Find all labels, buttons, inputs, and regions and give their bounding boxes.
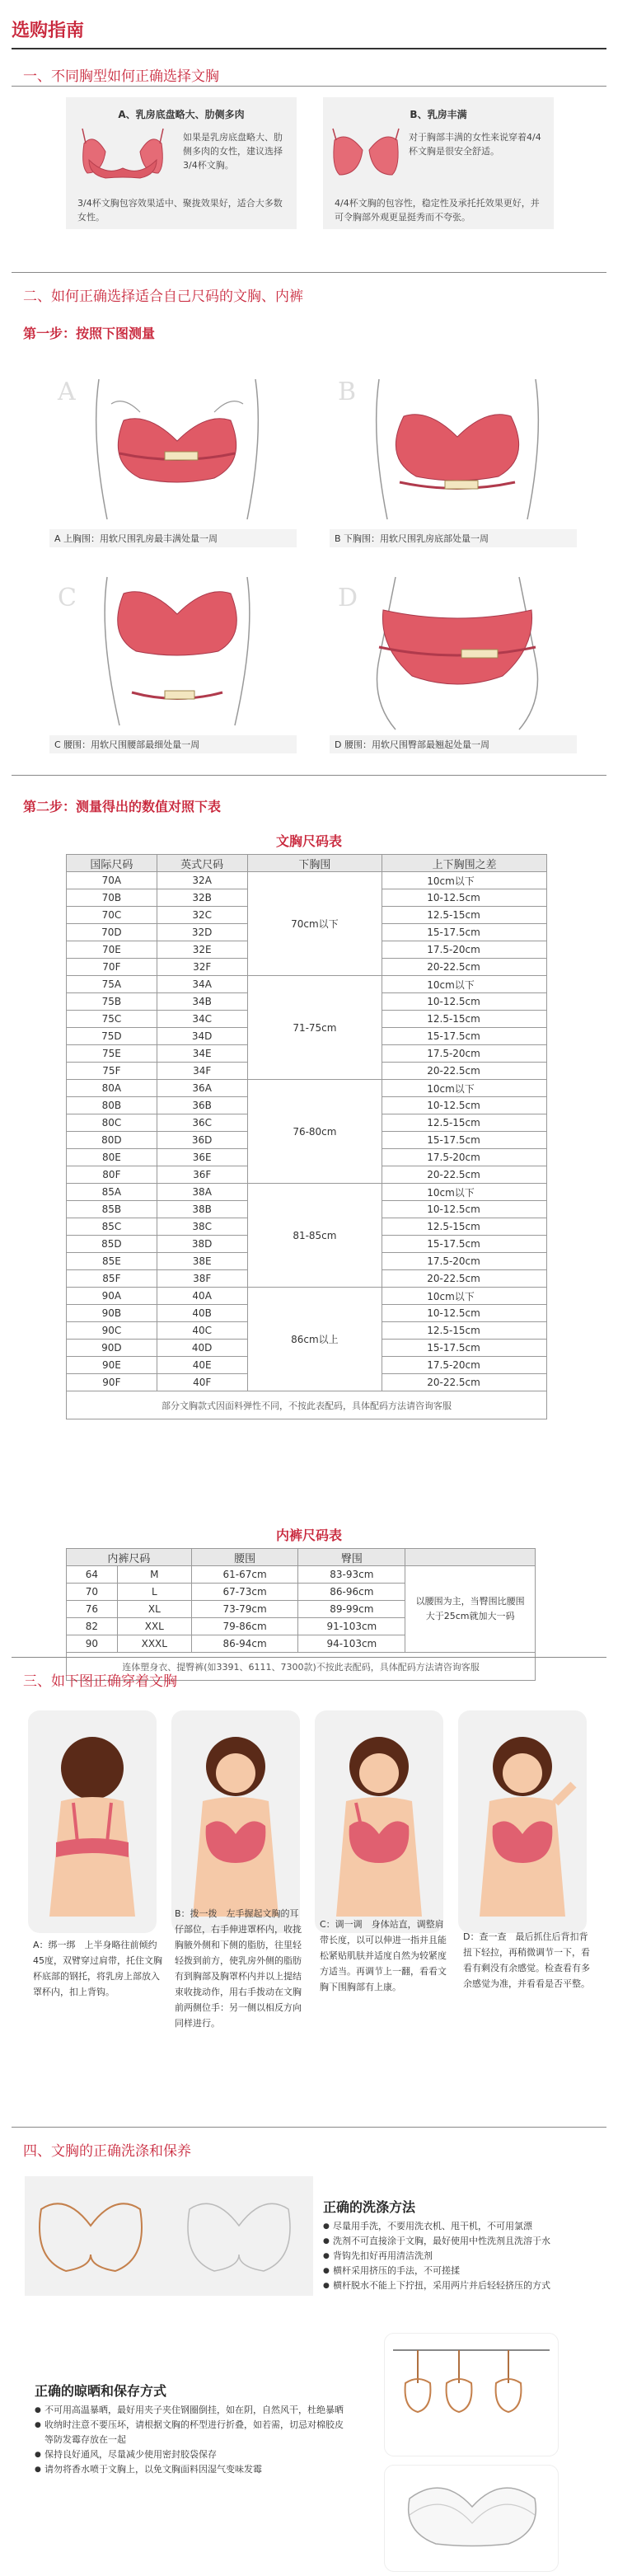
uk-size-cell: 36B (157, 1097, 247, 1114)
panty-numeric-size-cell: 90 (67, 1635, 118, 1653)
letter-a: A (58, 378, 76, 406)
intl-size-cell: 85F (67, 1270, 157, 1288)
hip-cell: 83-93cm (298, 1566, 405, 1584)
uk-size-cell: 32E (157, 941, 247, 959)
uk-size-cell: 32C (157, 907, 247, 924)
bust-difference-cell: 15-17.5cm (382, 1340, 547, 1357)
bust-difference-cell: 17.5-20cm (382, 1045, 547, 1063)
bra-table-body (67, 872, 547, 1391)
dry-store-item: ● 不可用高温暴晒，最好用夹子夹住钢圈倒挂，如在阴，自然风干，杜绝暴晒 (35, 2403, 348, 2418)
panty-numeric-size-cell: 76 (67, 1601, 118, 1618)
bra-table-row (67, 1288, 547, 1305)
under-bust-cell: 76-80cm (247, 1080, 382, 1184)
uk-size-cell: 38A (157, 1184, 247, 1201)
letter-b: B (338, 378, 357, 406)
header-uk-size: 英式尺码 (157, 855, 247, 872)
intl-size-cell: 70C (67, 907, 157, 924)
panty-side-note: 以腰围为主，当臀围比腰围大于25cm就加大一码 (405, 1566, 536, 1653)
bust-difference-cell: 10cm以下 (382, 1288, 547, 1305)
wash-method-item: ● 背钩先扣好再用清洁洗剂 (323, 2249, 607, 2264)
wash-method-item: ● 尽量用手洗，不要用洗衣机、甩干机，不可用氯漂 (323, 2219, 607, 2234)
measure-illustration-c (41, 569, 313, 758)
card-b-bottom-text: 4/4杯文胸的包容性，稳定性及承托托效果更好，并可令胸部外观更显挺秀而不夸张。 (335, 198, 540, 223)
bust-difference-cell: 12.5-15cm (382, 1218, 547, 1236)
bust-difference-cell: 15-17.5cm (382, 1236, 547, 1253)
uk-size-cell: 34A (157, 976, 247, 993)
uk-size-cell: 36E (157, 1149, 247, 1166)
panty-table-note: 连体塑身衣、提臀裤(如3391、6111、7300款)不按此表配码，具体配码方法请咨询客服 (67, 1653, 536, 1681)
uk-size-cell: 38C (157, 1218, 247, 1236)
intl-size-cell: 85A (67, 1184, 157, 1201)
section4-top-divider (12, 2127, 606, 2128)
caption-c: C 腰围：用软尺围腰部最细处量一周 (49, 735, 297, 753)
intl-size-cell: 80E (67, 1149, 157, 1166)
uk-size-cell: 38D (157, 1236, 247, 1253)
bra-3-4-cup-image (77, 127, 168, 186)
uk-size-cell: 34F (157, 1063, 247, 1080)
letter-d: D (338, 584, 358, 612)
measure-illustration-d (321, 569, 593, 758)
header-under-bust: 下胸围 (247, 855, 382, 872)
intl-size-cell: 75E (67, 1045, 157, 1063)
bust-difference-cell: 12.5-15cm (382, 1114, 547, 1132)
uk-size-cell: 40F (157, 1374, 247, 1391)
dry-store-item: ● 保持良好通风，尽量减少使用密封胶袋保存 (35, 2447, 348, 2462)
title-divider (12, 48, 606, 49)
wash-method-item: ● 横杆脱水不能上下拧扭，采用两片并后轻轻挤压的方式 (323, 2278, 607, 2293)
dry-store-item: ● 收纳时注意不要压坏，请根据文胸的杯型进行折叠，如若需，切忌对棉胶皮等防发霉存放在一起 (35, 2418, 348, 2447)
step1-title: 第一步：按照下图测量 (23, 326, 156, 341)
wash-method-item: ● 洗剂不可直接涂于文胸，最好使用中性洗剂且洗溶于水 (323, 2234, 607, 2249)
header-panty-size: 内裤尺码 (67, 1549, 192, 1566)
panty-table-row (67, 1566, 536, 1584)
header-bust-difference: 上下胸围之差 (382, 855, 547, 872)
bra-table-note-row (67, 1391, 547, 1419)
uk-size-cell: 40E (157, 1357, 247, 1374)
panty-letter-size-cell: M (117, 1566, 191, 1584)
waist-figure (41, 569, 313, 734)
bra-table-row (67, 872, 547, 889)
section1-end-divider (12, 272, 606, 273)
intl-size-cell: 85D (67, 1236, 157, 1253)
header-intl-size: 国际尺码 (67, 855, 157, 872)
bust-difference-cell: 20-22.5cm (382, 1166, 547, 1184)
card-b-title: B、乳房丰满 (410, 109, 467, 120)
section3-title: 三、如下图正确穿着文胸 (23, 1673, 177, 1690)
header-blank (405, 1549, 536, 1566)
intl-size-cell: 85E (67, 1253, 157, 1270)
bust-difference-cell: 12.5-15cm (382, 1011, 547, 1028)
wear-step-a-image (28, 1710, 157, 1933)
intl-size-cell: 70B (67, 889, 157, 907)
intl-size-cell: 70F (67, 959, 157, 976)
intl-size-cell: 75D (67, 1028, 157, 1045)
under-bust-cell: 81-85cm (247, 1184, 382, 1288)
hip-figure (321, 569, 593, 734)
hip-cell: 89-99cm (298, 1601, 405, 1618)
under-bust-cell: 86cm以上 (247, 1288, 382, 1391)
bust-difference-cell: 20-22.5cm (382, 1063, 547, 1080)
waist-cell: 79-86cm (191, 1618, 298, 1635)
bust-difference-cell: 12.5-15cm (382, 907, 547, 924)
bust-difference-cell: 10-12.5cm (382, 1305, 547, 1322)
page-title: 选购指南 (12, 21, 85, 41)
uk-size-cell: 32D (157, 924, 247, 941)
wash-method-list (323, 2219, 607, 2293)
bust-difference-cell: 10cm以下 (382, 1184, 547, 1201)
intl-size-cell: 80F (67, 1166, 157, 1184)
section3-top-divider (12, 1657, 606, 1658)
section4-title: 四、文胸的正确洗涤和保养 (23, 2143, 191, 2160)
under-bust-cell: 70cm以下 (247, 872, 382, 976)
wear-step-d-image (458, 1710, 587, 1933)
bra-outline-illustration (25, 2176, 313, 2296)
bust-difference-cell: 20-22.5cm (382, 959, 547, 976)
intl-size-cell: 85B (67, 1201, 157, 1218)
uk-size-cell: 40C (157, 1322, 247, 1340)
dry-store-item: ● 请勿将香水喷于文胸上，以免文胸面料因湿气变味发霉 (35, 2462, 348, 2477)
section2-title: 二、如何正确选择适合自己尺码的文胸、内裤 (23, 289, 303, 305)
step2-title: 第二步：测量得出的数值对照下表 (23, 799, 222, 814)
intl-size-cell: 80A (67, 1080, 157, 1097)
waist-cell: 86-94cm (191, 1635, 298, 1653)
bust-difference-cell: 17.5-20cm (382, 1149, 547, 1166)
stacked-bras-illustration (384, 2465, 559, 2572)
bust-difference-cell: 10-12.5cm (382, 1097, 547, 1114)
intl-size-cell: 90A (67, 1288, 157, 1305)
card-a-bottom-text: 3/4杯文胸包容效果适中、聚拢效果好，适合大多数女性。 (77, 198, 283, 223)
bra-table-row (67, 1184, 547, 1201)
intl-size-cell: 85C (67, 1218, 157, 1236)
intl-size-cell: 70A (67, 872, 157, 889)
header-waist: 腰围 (191, 1549, 298, 1566)
intl-size-cell: 90B (67, 1305, 157, 1322)
panty-letter-size-cell: XXXL (117, 1635, 191, 1653)
panty-numeric-size-cell: 70 (67, 1584, 118, 1601)
section1-title: 一、不同胸型如何正确选择文胸 (23, 68, 219, 85)
uk-size-cell: 38E (157, 1253, 247, 1270)
bust-difference-cell: 10-12.5cm (382, 993, 547, 1011)
dry-store-list (35, 2403, 348, 2477)
bra-table-note: 部分文胸款式因面料弹性不同，不按此表配码，具体配码方法请咨询客服 (67, 1391, 547, 1419)
uk-size-cell: 40D (157, 1340, 247, 1357)
intl-size-cell: 80C (67, 1114, 157, 1132)
panty-table-caption: 内裤尺码表 (275, 1527, 342, 1543)
intl-size-cell: 90D (67, 1340, 157, 1357)
panty-numeric-size-cell: 82 (67, 1618, 118, 1635)
hip-cell: 91-103cm (298, 1618, 405, 1635)
waist-cell: 73-79cm (191, 1601, 298, 1618)
upper-bust-figure (41, 363, 313, 528)
caption-b: B 下胸围：用软尺围乳房底部处量一周 (330, 529, 577, 547)
bust-difference-cell: 17.5-20cm (382, 1253, 547, 1270)
card-a-title: A、乳房底盘略大、肋侧多肉 (118, 109, 245, 120)
panty-table-header-row (67, 1549, 536, 1566)
uk-size-cell: 34D (157, 1028, 247, 1045)
bust-difference-cell: 12.5-15cm (382, 1322, 547, 1340)
measure-illustration-a (41, 363, 313, 552)
bust-difference-cell: 20-22.5cm (382, 1270, 547, 1288)
under-bust-figure (321, 363, 593, 528)
uk-size-cell: 36A (157, 1080, 247, 1097)
panty-letter-size-cell: L (117, 1584, 191, 1601)
bra-table-row (67, 976, 547, 993)
intl-size-cell: 75A (67, 976, 157, 993)
waist-cell: 61-67cm (191, 1566, 298, 1584)
panty-numeric-size-cell: 64 (67, 1566, 118, 1584)
panty-table-body (67, 1566, 536, 1653)
letter-c: C (58, 584, 77, 612)
caption-d: D 腰围：用软尺围臀部最翘起处量一周 (330, 735, 577, 753)
bust-difference-cell: 10cm以下 (382, 872, 547, 889)
measure-illustration-b (321, 363, 593, 552)
wash-method-title: 正确的洗涤方法 (323, 2199, 416, 2215)
uk-size-cell: 36D (157, 1132, 247, 1149)
under-bust-cell: 71-75cm (247, 976, 382, 1080)
bust-difference-cell: 17.5-20cm (382, 1357, 547, 1374)
step1-end-divider (12, 775, 606, 776)
bust-difference-cell: 15-17.5cm (382, 924, 547, 941)
wear-step-d-text: D：查一查 最后抓住后背扣背扭下轻拉，再稍微调节一下，看看有剩没有余感觉。检查看有多余感觉为准，并看看是否平整。 (463, 1931, 590, 1989)
bust-difference-cell: 20-22.5cm (382, 1374, 547, 1391)
card-b-side-text: 对于胸部丰满的女性来说穿着4/4杯文胸是很安全舒适。 (409, 132, 541, 157)
bust-difference-cell: 17.5-20cm (382, 941, 547, 959)
section1-divider (12, 86, 606, 87)
intl-size-cell: 70D (67, 924, 157, 941)
bust-difference-cell: 15-17.5cm (382, 1132, 547, 1149)
intl-size-cell: 75B (67, 993, 157, 1011)
bra-table-header-row (67, 855, 547, 872)
hip-cell: 94-103cm (298, 1635, 405, 1653)
uk-size-cell: 38B (157, 1201, 247, 1218)
bra-table-caption: 文胸尺码表 (275, 833, 342, 849)
bra-size-table (66, 854, 547, 1419)
panty-size-table (66, 1548, 536, 1681)
intl-size-cell: 90E (67, 1357, 157, 1374)
uk-size-cell: 40A (157, 1288, 247, 1305)
intl-size-cell: 90F (67, 1374, 157, 1391)
hanging-bras-illustration (384, 2333, 559, 2456)
uk-size-cell: 32F (157, 959, 247, 976)
dry-store-title: 正确的晾晒和保存方式 (35, 2383, 167, 2399)
uk-size-cell: 38F (157, 1270, 247, 1288)
intl-size-cell: 90C (67, 1322, 157, 1340)
wear-step-b-text: B：拨一拨 左手握起文胸的耳仔部位，右手伸进罩杯内，收拢胸腋外侧和下侧的脂肪，往里轻轻拨到前方，使乳房外侧的脂肪有到胸部及胸罩杯内并以上提结束收拢动作，用右手拨动在文胸前两侧位手：另一侧以相反方向同样进行。 (175, 1908, 302, 2029)
uk-size-cell: 32B (157, 889, 247, 907)
bust-difference-cell: 10-12.5cm (382, 889, 547, 907)
uk-size-cell: 36F (157, 1166, 247, 1184)
intl-size-cell: 75C (67, 1011, 157, 1028)
uk-size-cell: 34C (157, 1011, 247, 1028)
wear-step-a-text: A：绑一绑 上半身略往前倾约45度，双臂穿过肩带，托住文胸杯底部的钢托，将乳房上部放入罩杯内，扣上背钩。 (33, 1940, 162, 1997)
caption-a: A 上胸围：用软尺围乳房最丰满处量一周 (49, 529, 297, 547)
bust-difference-cell: 15-17.5cm (382, 1028, 547, 1045)
uk-size-cell: 34B (157, 993, 247, 1011)
wear-step-c-text: C：调一调 身体站直，调整肩带长度，以可以伸进一指并且能松紧贴肌肤并适度自然为较紧度方适当。再调节上一翻，看看文胸下围胸部有上康。 (320, 1919, 447, 1992)
bra-4-4-cup-image (330, 127, 402, 186)
bust-difference-cell: 10-12.5cm (382, 1201, 547, 1218)
bust-difference-cell: 10cm以下 (382, 976, 547, 993)
wash-method-item: ● 横杆采用挤压的手法，不可搓揉 (323, 2264, 607, 2278)
intl-size-cell: 75F (67, 1063, 157, 1080)
intl-size-cell: 80D (67, 1132, 157, 1149)
intl-size-cell: 70E (67, 941, 157, 959)
bust-difference-cell: 10cm以下 (382, 1080, 547, 1097)
intl-size-cell: 80B (67, 1097, 157, 1114)
uk-size-cell: 34E (157, 1045, 247, 1063)
hip-cell: 86-96cm (298, 1584, 405, 1601)
card-b-breast-type (323, 97, 554, 229)
panty-letter-size-cell: XL (117, 1601, 191, 1618)
uk-size-cell: 40B (157, 1305, 247, 1322)
waist-cell: 67-73cm (191, 1584, 298, 1601)
wear-step-b-image (171, 1710, 300, 1933)
card-a-breast-type (66, 97, 297, 229)
wear-step-c-image (315, 1710, 443, 1933)
card-a-side-text: 如果是乳房底盘略大、肋侧多肉的女性，建议选择3/4杯文胸。 (183, 132, 283, 171)
bra-table-row (67, 1080, 547, 1097)
panty-letter-size-cell: XXL (117, 1618, 191, 1635)
uk-size-cell: 36C (157, 1114, 247, 1132)
uk-size-cell: 32A (157, 872, 247, 889)
header-hip: 臀围 (298, 1549, 405, 1566)
